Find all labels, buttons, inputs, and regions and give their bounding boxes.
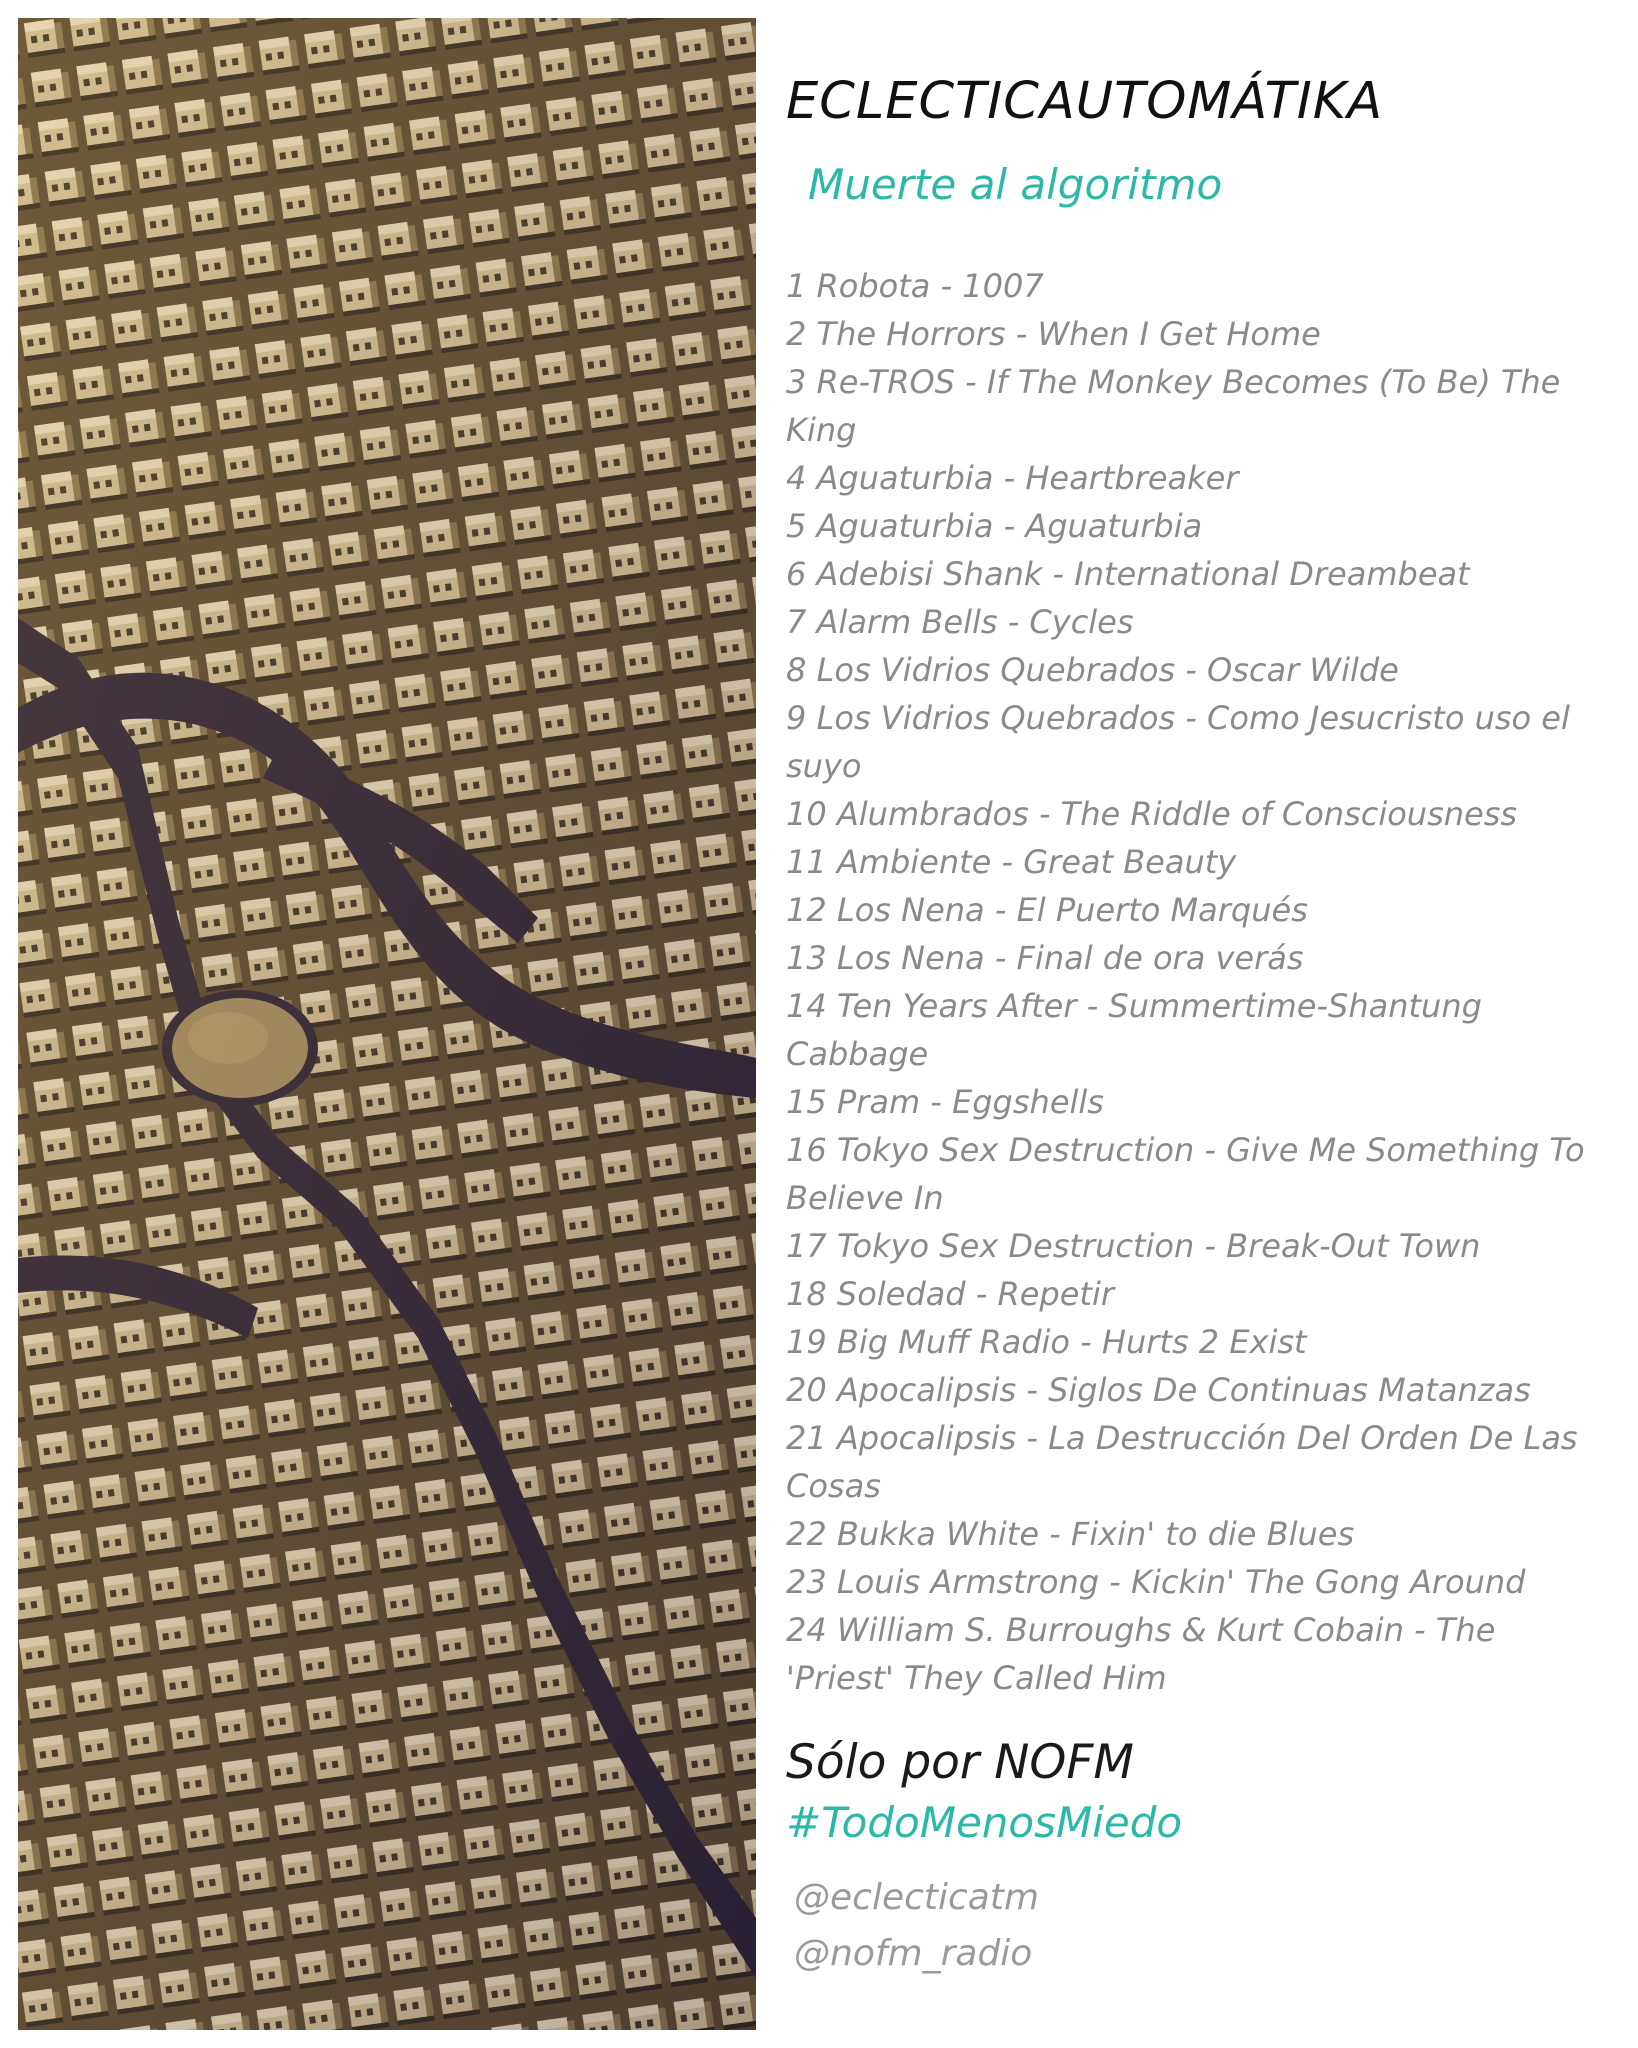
- exclusive-tagline: Sólo por NOFM: [786, 1735, 1134, 1790]
- cover-photo: [18, 18, 756, 2030]
- track-item: 18 Soledad - Repetir: [786, 1275, 1114, 1313]
- track-item: 19 Big Muff Radio - Hurts 2 Exist: [786, 1323, 1307, 1361]
- tracklist: [786, 262, 1586, 1702]
- track-item: 13 Los Nena - Final de ora verás: [786, 939, 1304, 977]
- track-item: 1 Robota - 1007: [786, 267, 1044, 305]
- track-item: 12 Los Nena - El Puerto Marqués: [786, 891, 1308, 929]
- track-item: 24 William S. Burroughs & Kurt Cobain - The 'Priest' They Called Him: [786, 1611, 1496, 1697]
- track-item: 23 Louis Armstrong - Kickin' The Gong Around: [786, 1563, 1526, 1601]
- track-item: 2 The Horrors - When I Get Home: [786, 315, 1321, 353]
- track-item: 8 Los Vidrios Quebrados - Oscar Wilde: [786, 651, 1399, 689]
- handle-eclecticatm[interactable]: @eclecticatm: [794, 1877, 1040, 1918]
- track-item: 6 Adebisi Shank - International Dreambeat: [786, 555, 1470, 593]
- track-item: 5 Aguaturbia - Aguaturbia: [786, 507, 1203, 545]
- track-item: 3 Re-TROS - If The Monkey Becomes (To Be) The King: [786, 363, 1561, 449]
- show-title: ECLECTICAUTOMÁTIKA: [786, 72, 1384, 131]
- track-item: 15 Pram - Eggshells: [786, 1083, 1104, 1121]
- show-subtitle: Muerte al algoritmo: [808, 160, 1223, 209]
- track-item: 7 Alarm Bells - Cycles: [786, 603, 1134, 641]
- hashtag[interactable]: #TodoMenosMiedo: [786, 1798, 1183, 1847]
- social-handles: [794, 1870, 1039, 1982]
- track-item: 21 Apocalipsis - La Destrucción Del Orden De Las Cosas: [786, 1419, 1578, 1505]
- track-item: 4 Aguaturbia - Heartbreaker: [786, 459, 1239, 497]
- track-item: 17 Tokyo Sex Destruction - Break-Out Town: [786, 1227, 1481, 1265]
- track-item: 14 Ten Years After - Summertime-Shantung Cabbage: [786, 987, 1482, 1073]
- track-item: 22 Bukka White - Fixin' to die Blues: [786, 1515, 1355, 1553]
- track-item: 11 Ambiente - Great Beauty: [786, 843, 1237, 881]
- track-item: 20 Apocalipsis - Siglos De Continuas Matanzas: [786, 1371, 1531, 1409]
- handle-nofm-radio[interactable]: @nofm_radio: [794, 1933, 1033, 1974]
- track-item: 10 Alumbrados - The Riddle of Consciousness: [786, 795, 1518, 833]
- track-item: 9 Los Vidrios Quebrados - Como Jesucristo uso el suyo: [786, 699, 1570, 785]
- track-item: 16 Tokyo Sex Destruction - Give Me Something To Believe In: [786, 1131, 1585, 1217]
